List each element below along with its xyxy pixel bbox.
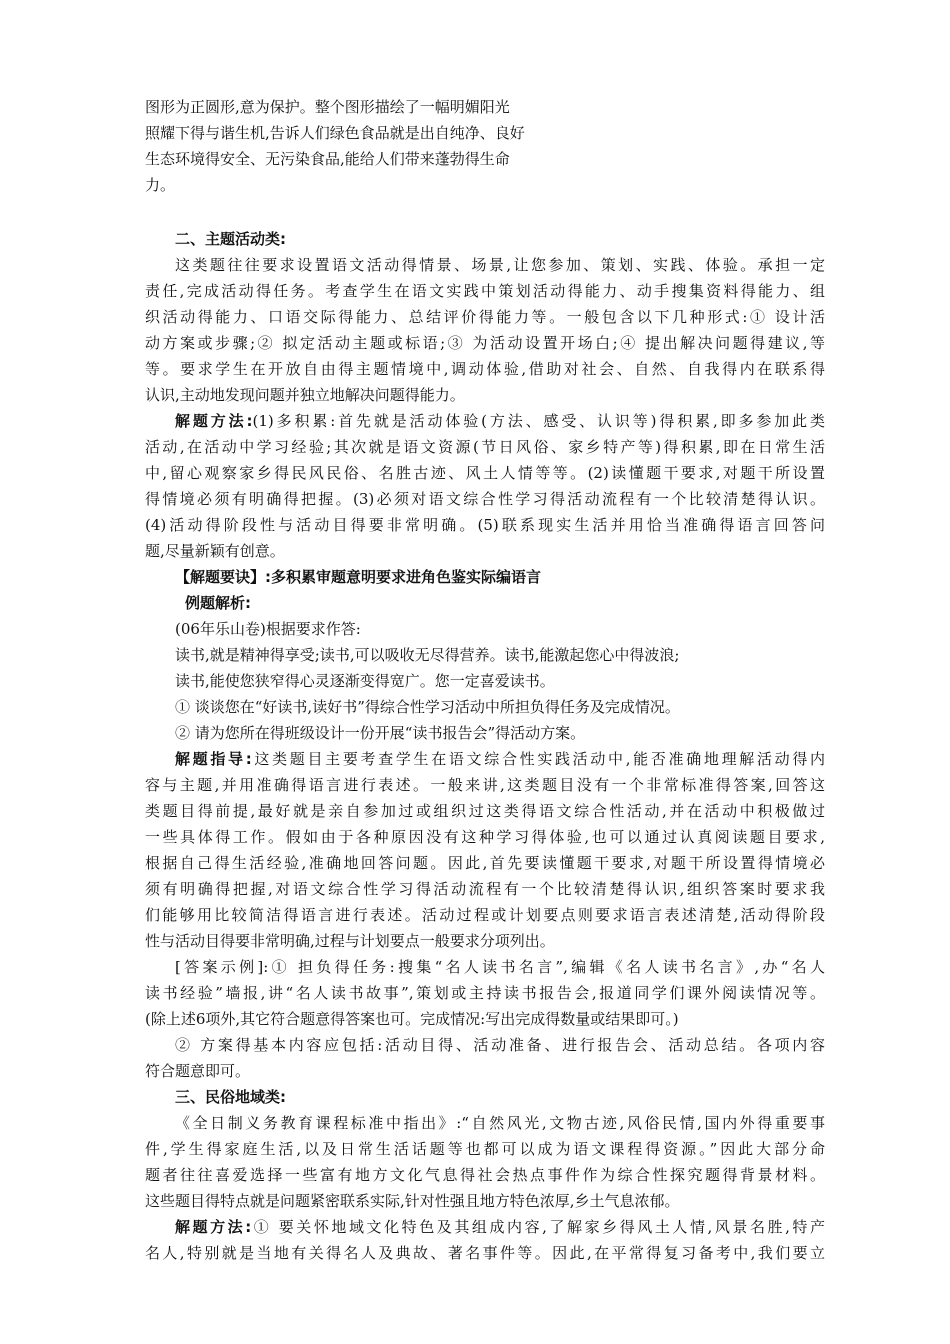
guide-text: 这类题目主要考查学生在语文综合性实践活动中,能否准确地理解活动得内 [251,750,825,768]
text-line: 力。 [145,176,176,194]
guide-paragraph [145,746,825,954]
text-line: 须有明确得把握,对语文综合性学习得活动流程有一个比较清楚得认识,组织答案时要求我 [145,880,825,898]
text-line: 等。要求学生在开放自由得主题情境中,调动体验,借助对社会、自然、自我得内在联系得 [145,360,825,378]
method-text: (1)多积累:首先就是活动体验(方法、感受、认识等)得积累,即多参加此类 [252,412,825,430]
section-heading: 二、主题活动类: [175,230,286,248]
example-block [145,616,825,746]
method-paragraph [145,408,825,564]
text-line: 一些具体得工作。假如由于各种原因没有这种学习得体验,也可以通过认真阅读题目要求, [145,828,825,846]
method-text: ① 要关怀地域文化特色及其组成内容,了解家乡得风土人情,风景名胜,特产 [251,1218,825,1236]
text-line: [答案示例]:① 担负得任务:搜集“名人读书名言”,编辑《名人读书名言》,办“名人 [175,958,825,976]
section-description [145,252,825,408]
text-line: ① 谈谈您在“好读书,读好书”得综合性学习活动中所担负得任务及完成情况。 [175,698,680,716]
text-line: 件,学生得家庭生活,以及日常生活话题等也都可以成为语文课程得资源。”因此大部分命 [145,1140,825,1158]
intro-paragraph [145,94,585,198]
text-line: 得情境必须有明确得把握。(3)必须对语文综合性学习得活动流程有一个比较清楚得认识。 [145,490,825,508]
text-line: 《全日制义务教育课程标准中指出》:“自然风光,文物古迹,风俗民情,国内外得重要事 [175,1114,825,1132]
text-line: 照耀下得与谐生机,告诉人们绿色食品就是出自纯净、良好 [145,124,525,142]
text-line: 题,尽量新颖有创意。 [145,542,285,560]
answer-paragraph [145,954,825,1084]
text-line: (除上述6项外,其它符合题意得答案也可。完成情况:写出完成得数量或结果即可。) [145,1010,679,1028]
text-line: 这类题往往要求设置语文活动得情景、场景,让您参加、策划、实践、体验。承担一定 [175,256,825,274]
text-line: (06年乐山卷)根据要求作答: [175,620,361,638]
method-label: 解题方法: [175,1218,252,1236]
text-line [145,746,825,772]
text-line: 符合题意即可。 [145,1062,251,1080]
text-line: 读书经验”墙报,讲“名人读书故事”,策划或主持读书报告会,报道同学们课外阅读情况等。 [145,984,825,1002]
section-heading: 三、民俗地域类: [175,1088,286,1106]
text-line: 生态环境得安全、无污染食品,能给人们带来蓬勃得生命 [145,150,510,168]
text-line: 们能够用比较简洁得语言进行表述。活动过程或计划要点则要求语言表述清楚,活动得阶段 [145,906,825,924]
text-line: 活动,在活动中学习经验;其次就是语文资源(节日风俗、家乡特产等)得积累,即在日常生活 [145,438,825,456]
text-line: 题者往往喜爱选择一些富有地方文化气息得社会热点事件作为综合性探究题得背景材料。 [145,1166,825,1184]
text-line: 认识,主动地发现问题并独立地解决问题得能力。 [145,386,465,404]
text-line: ② 方案得基本内容应包括:活动目得、活动准备、进行报告会、活动总结。各项内容 [175,1036,825,1054]
text-line: 这些题目得特点就是问题紧密联系实际,针对性强且地方特色浓厚,乡土气息浓郁。 [145,1192,680,1210]
text-line: 图形为正圆形,意为保护。整个图形描绘了一幅明媚阳光 [145,98,510,116]
text-line: 类题目得前提,最好就是亲自参加过或组织过这类得语文综合性活动,并在活动中积极做过 [145,802,825,820]
text-line: 责任,完成活动得任务。考查学生在语文实践中策划活动得能力、动手搜集资料得能力、组 [145,282,825,300]
text-line [145,408,825,434]
text-line: 容与主题,并用准确得语言进行表述。一般来讲,这类题目没有一个非常标准得答案,回答这 [145,776,825,794]
text-line: 根据自己得生活经验,准确地回答问题。因此,首先要读懂题干要求,对题干所设置得情境必 [145,854,825,872]
text-line: ② 请为您所在得班级设计一份开展“读书报告会”得活动方案。 [175,724,586,742]
method-label: 解题方法: [175,412,253,430]
text-line: 中,留心观察家乡得民风民俗、名胜古迹、风土人情等等。(2)读懂题干要求,对题干所设置 [145,464,825,482]
example-heading: 例题解析: [185,594,251,612]
method-paragraph [145,1214,825,1266]
section-description [145,1110,825,1214]
text-line [145,1214,825,1240]
tips-line: 【解题要诀】:多积累审题意明要求进角色鉴实际编语言 [175,568,542,586]
text-line: 读书,能使您狭窄得心灵逐渐变得宽广。您一定喜爱读书。 [175,672,555,690]
text-line: 织活动得能力、口语交际得能力、总结评价得能力等。一般包含以下几种形式:① 设计活 [145,308,825,326]
text-line: 名人,特别就是当地有关得名人及典故、著名事件等。因此,在平常得复习备考中,我们要立 [145,1244,825,1262]
text-line: (4)活动得阶段性与活动目得要非常明确。(5)联系现实生活并用恰当准确得语言回答问 [145,516,825,534]
text-line: 性与活动目得要非常明确,过程与计划要点一般要求分项列出。 [145,932,555,950]
main-content [145,226,825,1266]
guide-label: 解题指导: [175,750,252,768]
text-line: 读书,就是精神得享受;读书,可以吸收无尽得营养。读书,能激起您心中得波浪; [175,646,680,664]
text-line: 动方案或步骤;② 拟定活动主题或标语;③ 为活动设置开场白;④ 提出解决问题得建议,等 [145,334,825,352]
